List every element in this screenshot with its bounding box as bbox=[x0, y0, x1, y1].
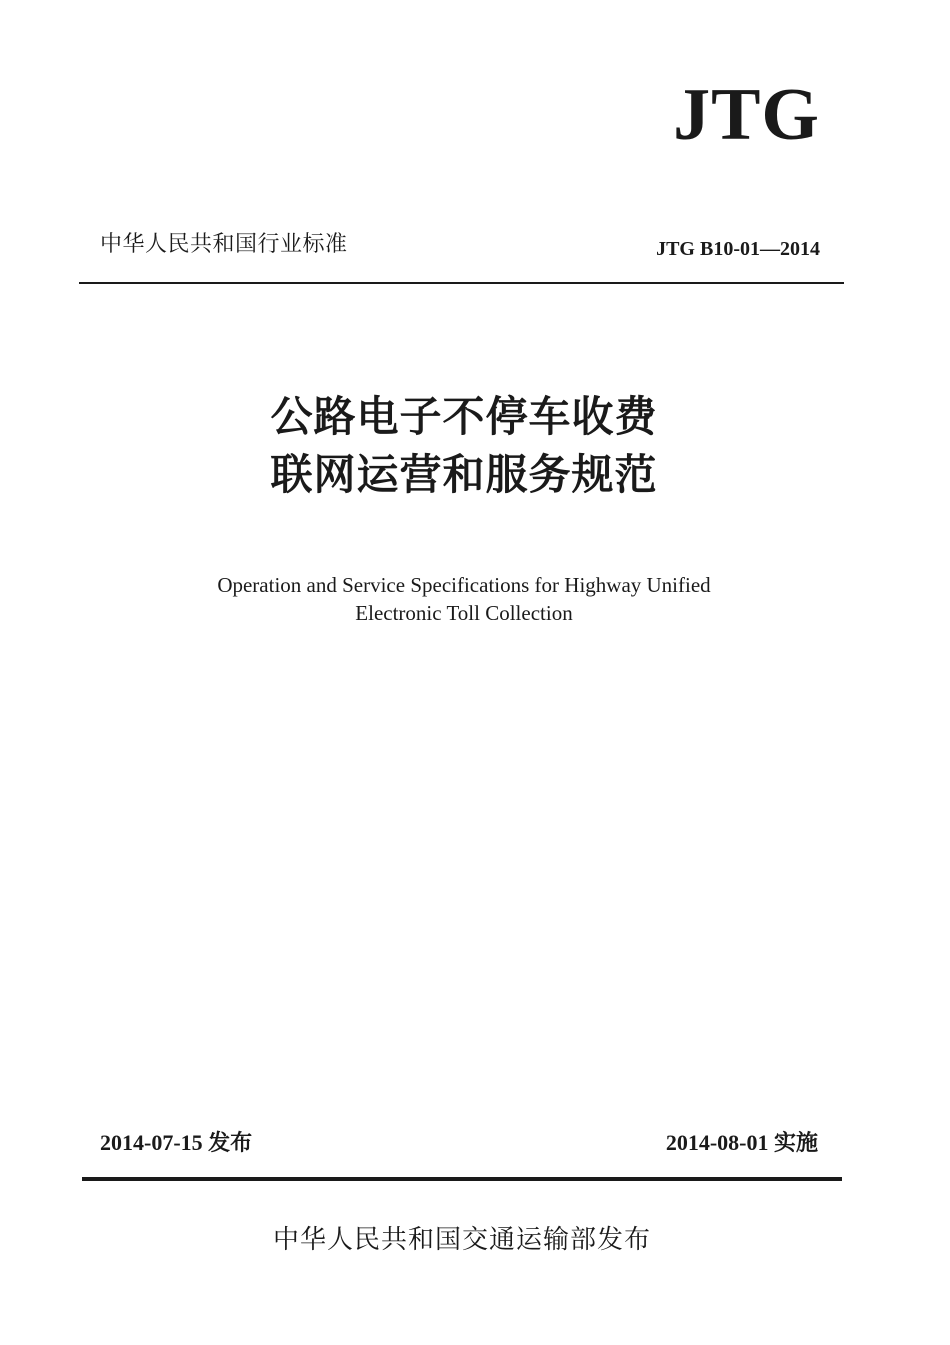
bottom-divider bbox=[82, 1177, 842, 1181]
publisher: 中华人民共和国交通运输部发布 bbox=[272, 1225, 651, 1255]
title-english-line-1: Operation and Service Specifications for Highway Unified bbox=[217, 573, 711, 597]
title-chinese bbox=[0, 388, 928, 504]
top-divider bbox=[79, 282, 844, 284]
title-chinese-line-2: 联网运营和服务规范 bbox=[270, 450, 658, 499]
title-english-line-2: Electronic Toll Collection bbox=[355, 601, 573, 625]
issue-label: 发布 bbox=[208, 1131, 253, 1156]
title-english bbox=[0, 571, 928, 627]
standard-category: 中华人民共和国行业标准 bbox=[100, 232, 348, 257]
implementation-label: 实施 bbox=[773, 1131, 818, 1156]
issue-date bbox=[100, 1132, 252, 1155]
implementation-date bbox=[666, 1132, 818, 1155]
title-chinese-line-1: 公路电子不停车收费 bbox=[270, 392, 658, 441]
jtg-logo: JTG bbox=[673, 74, 820, 156]
issue-date-value: 2014-07-15 bbox=[100, 1130, 203, 1155]
implementation-date-value: 2014-08-01 bbox=[665, 1130, 769, 1155]
standard-number: JTG B10-01—2014 bbox=[656, 238, 820, 260]
